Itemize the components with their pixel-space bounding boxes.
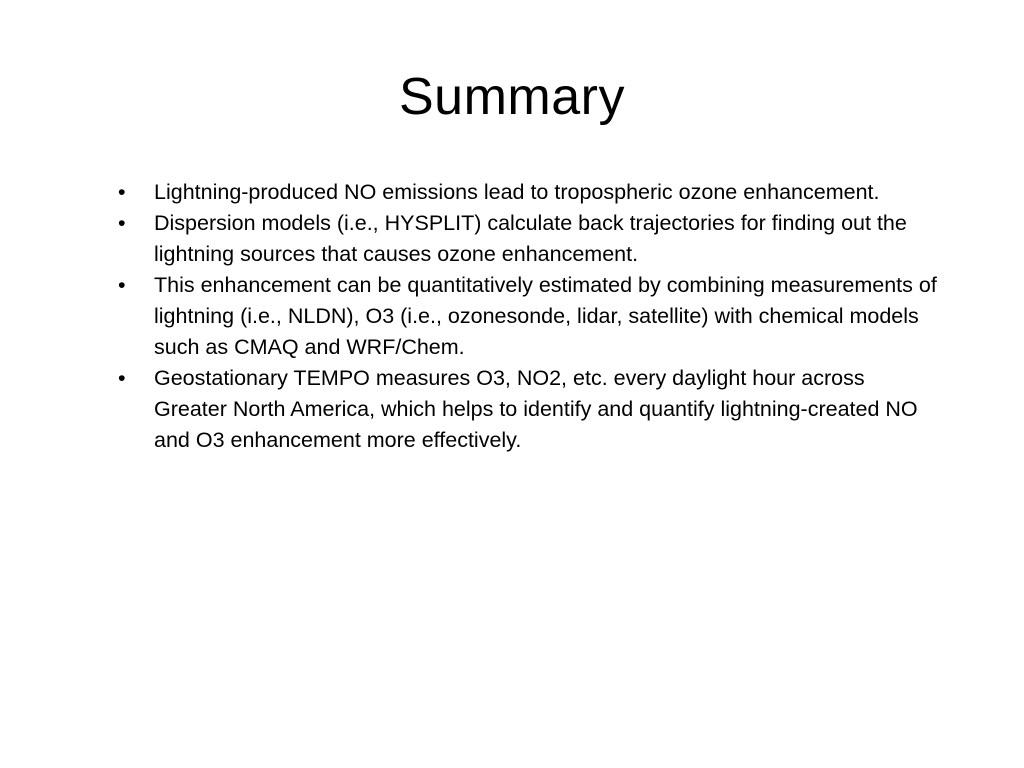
- bullet-item-3: [118, 270, 938, 363]
- bullet-text: Lightning-produced NO emissions lead to tropospheric ozone enhancement.: [154, 180, 880, 204]
- bullet-text: This enhancement can be quantitatively estimated by combining measurements of lightning (i.e., NLDN), O3 (i.e., ozonesonde, lidar, satellite) with chemical models such as CMAQ and WRF/Chem.: [154, 273, 937, 359]
- bullet-list: [118, 177, 938, 456]
- bullet-text: Dispersion models (i.e., HYSPLIT) calculate back trajectories for finding out the lightning sources that causes ozone enhancement.: [154, 211, 907, 266]
- bullet-item-2: [118, 208, 938, 270]
- bullet-item-4: [118, 363, 938, 456]
- bullet-text: Geostationary TEMPO measures O3, NO2, etc. every daylight hour across Greater North America, which helps to identify and quantify lightning-created NO and O3 enhancement more effectively.: [154, 366, 918, 452]
- slide-title: Summary: [399, 68, 625, 126]
- bullet-icon: •: [118, 366, 126, 390]
- bullet-item-1: [118, 177, 938, 208]
- bullet-icon: •: [118, 273, 126, 297]
- bullet-icon: •: [118, 211, 126, 235]
- bullet-icon: •: [118, 180, 126, 204]
